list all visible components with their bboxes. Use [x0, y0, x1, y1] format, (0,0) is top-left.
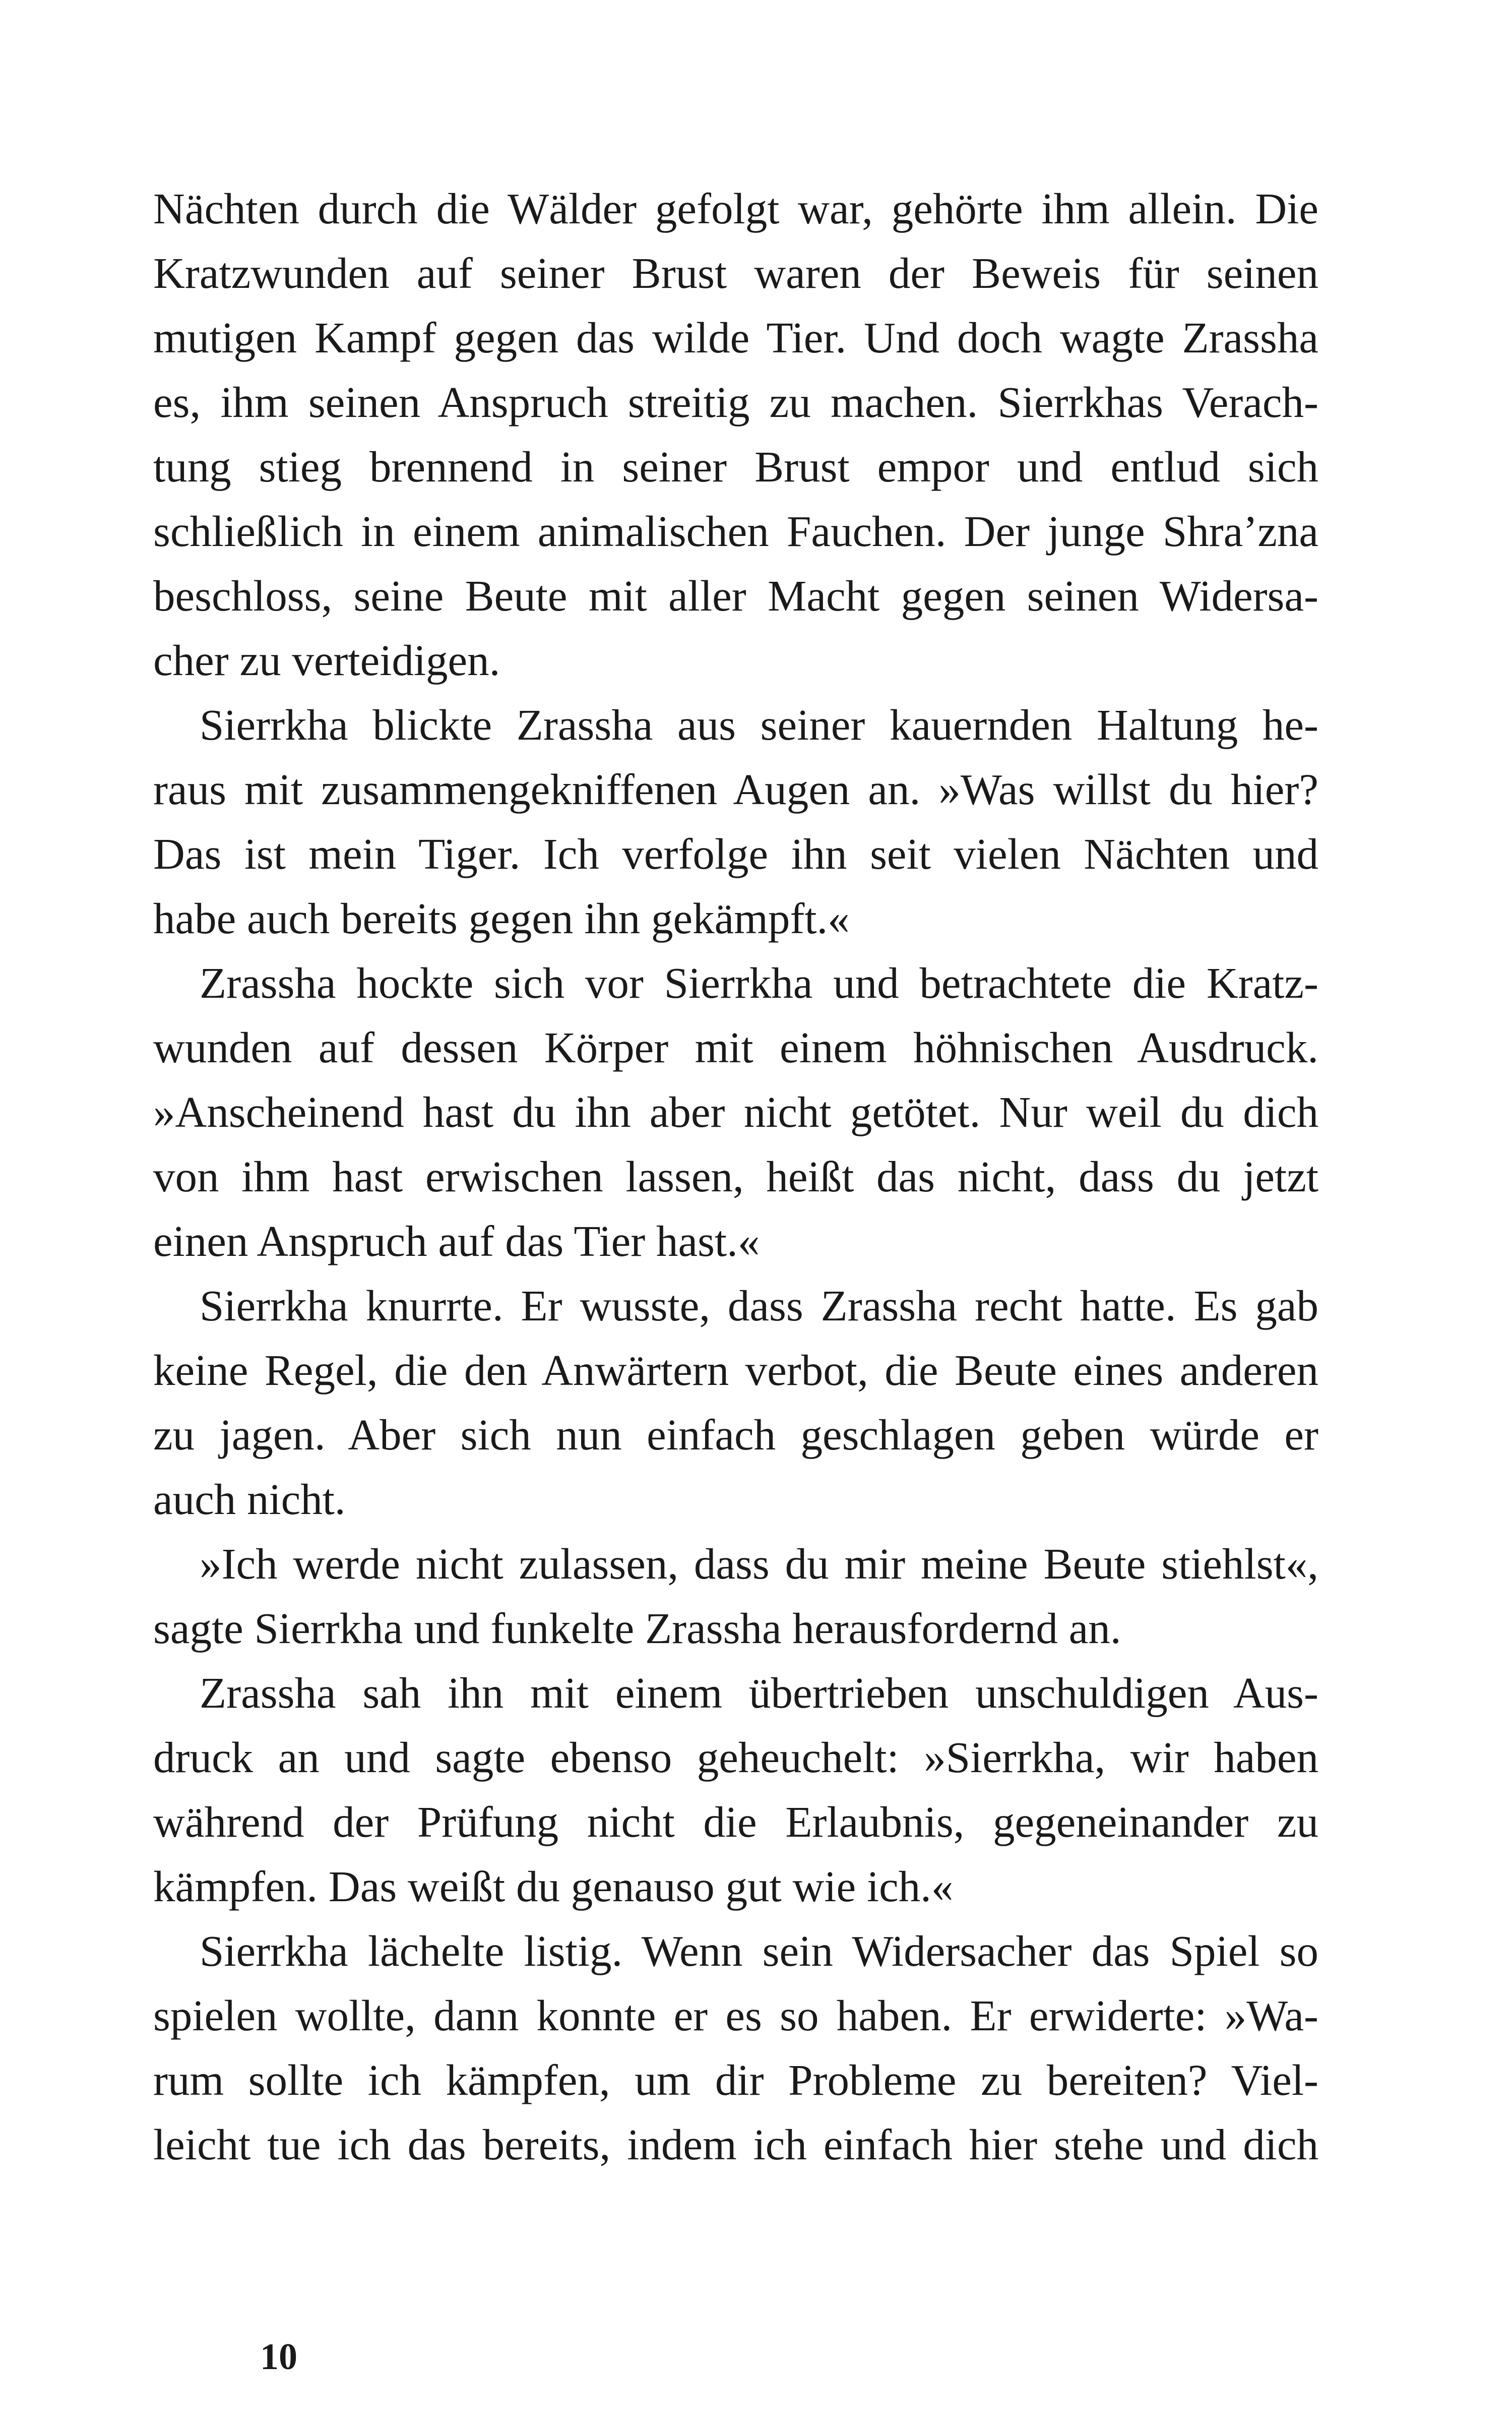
text-line: sagte Sierrkha und funkelte Zrassha herausfordernd an.: [153, 1604, 1121, 1653]
text-line: Sierrkha lächelte listig. Wenn sein Widersacher das Spiel so: [200, 1926, 1318, 1975]
text-line: wunden auf dessen Körper mit einem höhnischen Ausdruck.: [153, 1023, 1318, 1072]
text-line: schließlich in einem animalischen Fauchen. Der junge Shra’zna: [153, 507, 1318, 556]
text-line: habe auch bereits gegen ihn gekämpft.«: [153, 894, 850, 943]
text-line: leicht tue ich das bereits, indem ich einfach hier stehe und dich: [153, 2120, 1318, 2169]
text-line: Sierrkha knurrte. Er wusste, dass Zrassha recht hatte. Es gab: [200, 1281, 1318, 1330]
text-line: »Anscheinend hast du ihn aber nicht getötet. Nur weil du dich: [153, 1087, 1318, 1136]
text-line: es, ihm seinen Anspruch streitig zu machen. Sierrkhas Verach-: [153, 378, 1318, 427]
text-line: kämpfen. Das weißt du genauso gut wie ich.«: [153, 1862, 954, 1911]
text-line: Zrassha hockte sich vor Sierrkha und betrachtete die Kratz-: [200, 958, 1318, 1007]
body-text: [153, 176, 1318, 2177]
text-line: spielen wollte, dann konnte er es so haben. Er erwiderte: »Wa-: [153, 1991, 1318, 2040]
text-line: auch nicht.: [153, 1475, 346, 1524]
text-line: einen Anspruch auf das Tier hast.«: [153, 1217, 760, 1265]
text-line: cher zu verteidigen.: [153, 636, 500, 685]
text-line: von ihm hast erwischen lassen, heißt das nicht, dass du jetzt: [153, 1152, 1318, 1201]
text-line: tung stieg brennend in seiner Brust empor und entlud sich: [153, 442, 1318, 491]
text-line: Nächten durch die Wälder gefolgt war, gehörte ihm allein. Die: [153, 184, 1318, 233]
text-line: zu jagen. Aber sich nun einfach geschlagen geben würde er: [153, 1410, 1318, 1459]
text-line: während der Prüfung nicht die Erlaubnis, gegeneinander zu: [153, 1797, 1318, 1846]
page-number: 10: [260, 2336, 297, 2378]
text-line: mutigen Kampf gegen das wilde Tier. Und doch wagte Zrassha: [153, 313, 1318, 362]
text-line: beschloss, seine Beute mit aller Macht gegen seinen Widersa-: [153, 571, 1318, 620]
text-line: Zrassha sah ihn mit einem übertrieben unschuldigen Aus-: [200, 1668, 1318, 1717]
text-line: Das ist mein Tiger. Ich verfolge ihn seit vielen Nächten und: [153, 829, 1318, 878]
text-line: druck an und sagte ebenso geheuchelt: »Sierrkha, wir haben: [153, 1733, 1318, 1782]
text-line: »Ich werde nicht zulassen, dass du mir meine Beute stiehlst«,: [200, 1539, 1318, 1588]
text-line: raus mit zusammengekniffenen Augen an. »Was willst du hier?: [153, 765, 1318, 814]
text-line: keine Regel, die den Anwärtern verbot, die Beute eines anderen: [153, 1346, 1318, 1395]
text-line: Kratzwunden auf seiner Brust waren der Beweis für seinen: [153, 249, 1318, 297]
text-line: rum sollte ich kämpfen, um dir Probleme zu bereiten? Viel-: [153, 2055, 1318, 2104]
text-line: Sierrkha blickte Zrassha aus seiner kauernden Haltung he-: [200, 700, 1318, 749]
